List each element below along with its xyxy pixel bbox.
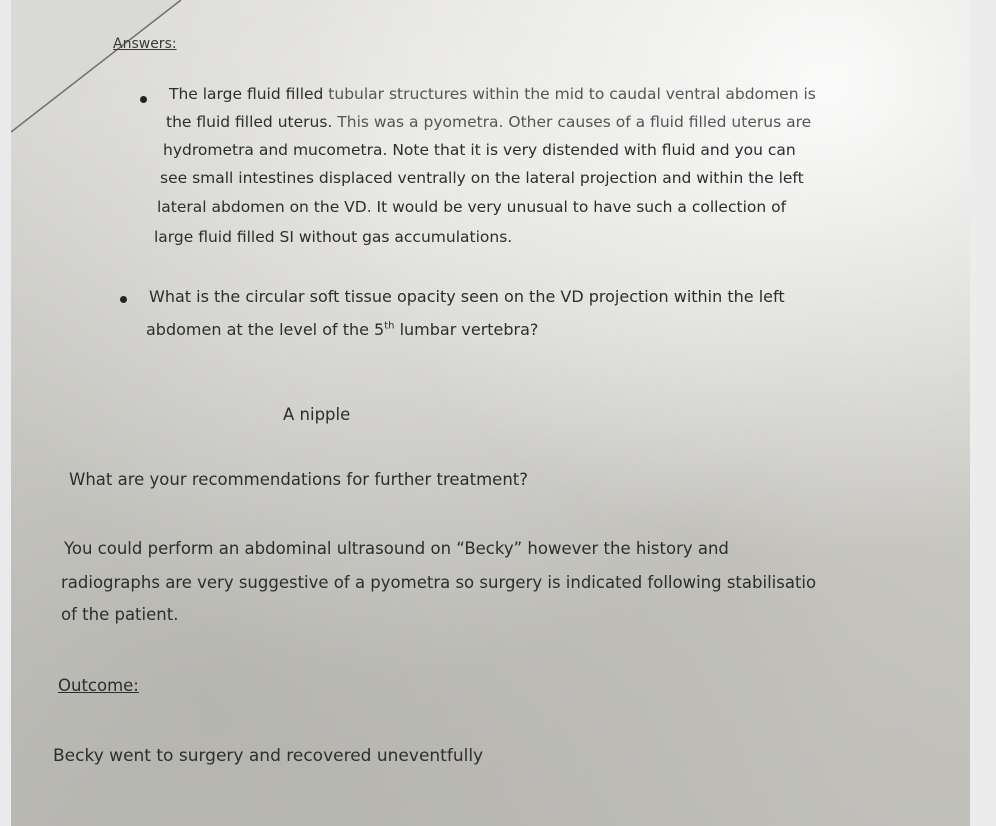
left-margin-bar bbox=[0, 0, 11, 826]
outcome-text: Becky went to surgery and recovered uneventfully bbox=[53, 746, 484, 766]
bullet-answer-1 bbox=[140, 96, 147, 103]
answer-1-line-4: see small intestines displaced ventrally on the lateral projection and within the left bbox=[160, 169, 804, 187]
answer-1-line-1-light: tubular structures within the mid to caudal ventral abdomen is bbox=[323, 85, 816, 103]
answer-1-line-2-dark: the fluid filled uterus. bbox=[166, 113, 333, 131]
answer-3-line-1: You could perform an abdominal ultrasound on “Becky” however the history and bbox=[64, 539, 729, 558]
answer-3-line-3: of the patient. bbox=[61, 605, 179, 624]
answer-1-line-1 bbox=[169, 85, 816, 103]
question-2-line-2-start: abdomen at the level of the 5 bbox=[146, 320, 385, 339]
question-2-line-2-end: lumbar vertebra? bbox=[394, 320, 539, 339]
answers-heading: Answers: bbox=[113, 36, 177, 52]
question-3: What are your recommendations for further treatment? bbox=[69, 470, 529, 489]
answer-3-line-2: radiographs are very suggestive of a pyometra so surgery is indicated following stabilisatio bbox=[61, 573, 817, 592]
answer-2: A nipple bbox=[283, 405, 351, 424]
folded-page-corner bbox=[11, 0, 231, 160]
answer-1-line-2-light: This was a pyometra. Other causes of a fluid filled uterus are bbox=[332, 113, 812, 131]
answer-1-line-1-dark: The large fluid filled bbox=[169, 85, 324, 103]
question-2-line-1: What is the circular soft tissue opacity seen on the VD projection within the left bbox=[149, 287, 785, 306]
answer-1-line-2 bbox=[166, 113, 811, 131]
ordinal-suffix: th bbox=[384, 320, 395, 332]
question-2-line-2 bbox=[146, 320, 538, 339]
document-page bbox=[11, 0, 970, 826]
right-margin-bar bbox=[970, 0, 996, 826]
outcome-heading: Outcome: bbox=[58, 676, 139, 695]
answer-1-line-3: hydrometra and mucometra. Note that it is very distended with fluid and you can bbox=[163, 141, 796, 159]
answer-1-line-5: lateral abdomen on the VD. It would be very unusual to have such a collection of bbox=[157, 198, 787, 216]
bullet-question-2 bbox=[120, 296, 127, 303]
answer-1-line-6: large fluid filled SI without gas accumulations. bbox=[154, 228, 513, 246]
